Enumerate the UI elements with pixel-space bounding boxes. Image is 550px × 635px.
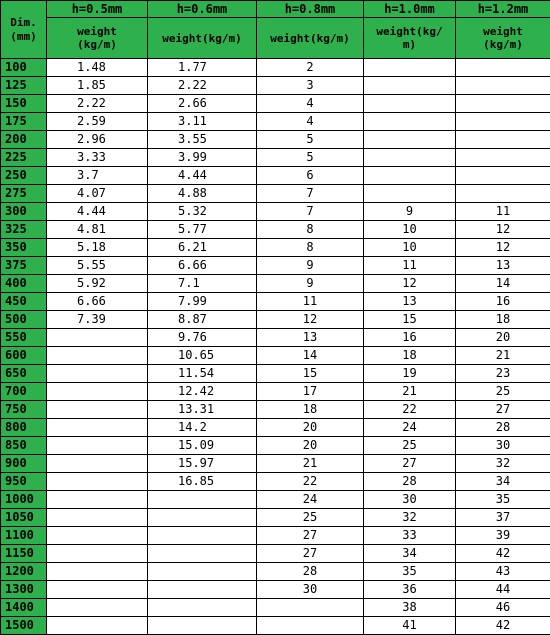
dim-cell: 100	[1, 59, 47, 77]
thickness-header-1: h=0.6mm	[148, 1, 257, 18]
dim-cell: 325	[1, 221, 47, 239]
weight-cell: 12	[257, 311, 364, 329]
dim-cell: 300	[1, 203, 47, 221]
weight-cell	[47, 545, 148, 563]
weight-cell	[364, 131, 456, 149]
weight-cell: 4.07	[47, 185, 148, 203]
weight-cell: 9.76	[148, 329, 257, 347]
dim-cell: 250	[1, 167, 47, 185]
table-row	[1, 473, 550, 491]
weight-cell: 32	[364, 509, 456, 527]
dim-cell: 450	[1, 293, 47, 311]
weight-cell: 19	[364, 365, 456, 383]
weight-cell: 37	[456, 509, 550, 527]
dim-cell: 175	[1, 113, 47, 131]
weight-cell	[456, 185, 550, 203]
table-row	[1, 347, 550, 365]
weight-cell: 25	[456, 383, 550, 401]
weight-cell	[456, 77, 550, 95]
weight-cell	[148, 545, 257, 563]
table-row	[1, 599, 550, 617]
dim-cell: 650	[1, 365, 47, 383]
weight-cell: 28	[257, 563, 364, 581]
weight-cell	[257, 617, 364, 635]
table-row	[1, 455, 550, 473]
weight-cell: 35	[456, 491, 550, 509]
weight-cell: 21	[364, 383, 456, 401]
weight-cell	[47, 527, 148, 545]
dim-cell: 600	[1, 347, 47, 365]
table-row	[1, 77, 550, 95]
weight-cell: 2.66	[148, 95, 257, 113]
dim-cell: 1300	[1, 581, 47, 599]
weight-cell: 1.77	[148, 59, 257, 77]
dim-cell: 1150	[1, 545, 47, 563]
weight-cell	[148, 599, 257, 617]
table-row	[1, 167, 550, 185]
dim-cell: 1400	[1, 599, 47, 617]
weight-cell: 5.18	[47, 239, 148, 257]
weight-cell: 7.99	[148, 293, 257, 311]
weight-cell: 6	[257, 167, 364, 185]
weight-cell: 27	[257, 527, 364, 545]
weight-cell	[47, 383, 148, 401]
weight-cell: 3.99	[148, 149, 257, 167]
weight-cell: 18	[456, 311, 550, 329]
weight-cell	[148, 617, 257, 635]
weight-cell	[364, 149, 456, 167]
thickness-header-row	[1, 1, 550, 18]
weight-cell: 24	[364, 419, 456, 437]
dim-cell: 400	[1, 275, 47, 293]
dim-cell: 1000	[1, 491, 47, 509]
weight-cell: 4	[257, 95, 364, 113]
weight-cell: 4	[257, 113, 364, 131]
weight-cell: 43	[456, 563, 550, 581]
dim-cell: 900	[1, 455, 47, 473]
weight-cell: 12	[456, 239, 550, 257]
weight-cell: 2.96	[47, 131, 148, 149]
weight-cell: 42	[456, 545, 550, 563]
weight-cell: 2.59	[47, 113, 148, 131]
weight-cell: 8	[257, 221, 364, 239]
weight-cell	[47, 473, 148, 491]
weight-cell: 16.85	[148, 473, 257, 491]
weight-cell	[364, 185, 456, 203]
dim-cell: 750	[1, 401, 47, 419]
weight-cell: 24	[257, 491, 364, 509]
weight-cell: 16	[456, 293, 550, 311]
weight-cell: 9	[257, 257, 364, 275]
weight-header-0: weight (kg/m)	[47, 18, 148, 59]
weight-cell: 3.33	[47, 149, 148, 167]
weight-cell: 11	[364, 257, 456, 275]
table-row	[1, 563, 550, 581]
table-row	[1, 527, 550, 545]
weight-cell: 10.65	[148, 347, 257, 365]
weight-cell: 42	[456, 617, 550, 635]
weight-cell: 23	[456, 365, 550, 383]
weight-cell: 4.81	[47, 221, 148, 239]
dim-cell: 1500	[1, 617, 47, 635]
weight-cell: 27	[257, 545, 364, 563]
weight-cell: 7.1	[148, 275, 257, 293]
weight-cell: 25	[257, 509, 364, 527]
weight-cell: 1.48	[47, 59, 148, 77]
weight-cell: 11	[257, 293, 364, 311]
weight-cell: 18	[364, 347, 456, 365]
dim-cell: 1100	[1, 527, 47, 545]
table-row	[1, 293, 550, 311]
weight-cell: 32	[456, 455, 550, 473]
dim-cell: 550	[1, 329, 47, 347]
weight-cell	[47, 563, 148, 581]
dim-cell: 850	[1, 437, 47, 455]
weight-cell	[148, 491, 257, 509]
table-row	[1, 257, 550, 275]
weight-cell: 28	[456, 419, 550, 437]
weight-cell	[47, 401, 148, 419]
weight-cell: 15.97	[148, 455, 257, 473]
weight-cell: 1.85	[47, 77, 148, 95]
weight-cell: 15	[257, 365, 364, 383]
weight-cell	[47, 329, 148, 347]
weight-cell: 14.2	[148, 419, 257, 437]
weight-cell	[148, 563, 257, 581]
weight-cell	[47, 581, 148, 599]
table-row	[1, 491, 550, 509]
weight-cell: 4.44	[148, 167, 257, 185]
weight-cell: 27	[456, 401, 550, 419]
weight-cell: 13	[456, 257, 550, 275]
weight-cell: 3.11	[148, 113, 257, 131]
weight-cell: 6.66	[47, 293, 148, 311]
weight-cell: 18	[257, 401, 364, 419]
table-row	[1, 365, 550, 383]
dim-header: Dim. (mm)	[1, 1, 47, 59]
dim-cell: 225	[1, 149, 47, 167]
table-row	[1, 221, 550, 239]
weight-header-4: weight (kg/m)	[456, 18, 550, 59]
table-row	[1, 401, 550, 419]
thickness-header-2: h=0.8mm	[257, 1, 364, 18]
weight-cell: 14	[456, 275, 550, 293]
weight-cell: 4.44	[47, 203, 148, 221]
dim-cell: 375	[1, 257, 47, 275]
table-row	[1, 203, 550, 221]
table-row	[1, 185, 550, 203]
weight-header-1: weight(kg/m)	[148, 18, 257, 59]
weight-cell: 10	[364, 221, 456, 239]
weight-cell: 39	[456, 527, 550, 545]
weight-cell: 7	[257, 203, 364, 221]
table-row	[1, 581, 550, 599]
weight-cell	[456, 95, 550, 113]
weight-cell: 15	[364, 311, 456, 329]
weight-cell: 12	[456, 221, 550, 239]
weight-cell: 5.32	[148, 203, 257, 221]
weight-cell	[456, 113, 550, 131]
weight-cell: 5.77	[148, 221, 257, 239]
weight-cell	[364, 59, 456, 77]
dim-cell: 500	[1, 311, 47, 329]
dim-cell: 1200	[1, 563, 47, 581]
weight-cell: 3	[257, 77, 364, 95]
weight-cell: 5	[257, 149, 364, 167]
table-row	[1, 509, 550, 527]
dim-cell: 350	[1, 239, 47, 257]
weight-cell: 41	[364, 617, 456, 635]
weight-cell: 13	[364, 293, 456, 311]
weight-cell: 5	[257, 131, 364, 149]
weight-cell: 28	[364, 473, 456, 491]
weight-cell: 13.31	[148, 401, 257, 419]
table-row	[1, 419, 550, 437]
thickness-header-3: h=1.0mm	[364, 1, 456, 18]
table-row	[1, 275, 550, 293]
weight-cell: 33	[364, 527, 456, 545]
weight-cell: 20	[257, 419, 364, 437]
dim-cell: 800	[1, 419, 47, 437]
weight-cell	[47, 419, 148, 437]
weight-cell: 22	[257, 473, 364, 491]
weight-cell	[456, 131, 550, 149]
weight-cell: 8	[257, 239, 364, 257]
weight-cell: 6.66	[148, 257, 257, 275]
table-row	[1, 113, 550, 131]
weight-cell	[47, 455, 148, 473]
weight-cell: 6.21	[148, 239, 257, 257]
weight-cell: 9	[364, 203, 456, 221]
weight-cell	[456, 59, 550, 77]
dim-cell: 275	[1, 185, 47, 203]
weight-cell: 2.22	[47, 95, 148, 113]
weight-cell: 30	[364, 491, 456, 509]
weight-cell: 30	[456, 437, 550, 455]
dim-cell: 950	[1, 473, 47, 491]
weight-cell: 5.55	[47, 257, 148, 275]
weight-cell: 25	[364, 437, 456, 455]
weight-cell: 16	[364, 329, 456, 347]
table-row	[1, 149, 550, 167]
weight-cell: 38	[364, 599, 456, 617]
weight-cell: 46	[456, 599, 550, 617]
table-body	[1, 59, 550, 635]
weight-cell	[148, 581, 257, 599]
weight-cell: 10	[364, 239, 456, 257]
weight-cell: 20	[257, 437, 364, 455]
dim-cell: 125	[1, 77, 47, 95]
dim-cell: 200	[1, 131, 47, 149]
table-row	[1, 545, 550, 563]
weight-cell	[47, 491, 148, 509]
table-row	[1, 239, 550, 257]
weight-cell: 15.09	[148, 437, 257, 455]
weight-cell: 13	[257, 329, 364, 347]
weight-cell: 27	[364, 455, 456, 473]
weight-cell: 12.42	[148, 383, 257, 401]
weight-cell: 17	[257, 383, 364, 401]
table-row	[1, 131, 550, 149]
weight-cell	[364, 113, 456, 131]
weight-header-2: weight(kg/m)	[257, 18, 364, 59]
weight-cell: 35	[364, 563, 456, 581]
thickness-header-0: h=0.5mm	[47, 1, 148, 18]
weight-cell	[47, 509, 148, 527]
table-row	[1, 59, 550, 77]
weight-cell: 7.39	[47, 311, 148, 329]
weight-cell	[364, 95, 456, 113]
dim-cell: 1050	[1, 509, 47, 527]
weight-cell: 30	[257, 581, 364, 599]
weight-cell: 21	[257, 455, 364, 473]
weight-cell: 5.92	[47, 275, 148, 293]
weight-cell	[364, 167, 456, 185]
weight-cell: 2.22	[148, 77, 257, 95]
weight-cell	[456, 149, 550, 167]
weight-cell	[364, 77, 456, 95]
table-row	[1, 311, 550, 329]
weight-cell	[47, 347, 148, 365]
weight-header-row	[1, 18, 550, 59]
table-row	[1, 437, 550, 455]
weight-cell: 20	[456, 329, 550, 347]
weight-cell	[148, 509, 257, 527]
weight-cell	[47, 599, 148, 617]
weight-cell: 21	[456, 347, 550, 365]
weight-cell: 12	[364, 275, 456, 293]
dim-cell: 700	[1, 383, 47, 401]
weight-cell: 34	[456, 473, 550, 491]
table-row	[1, 383, 550, 401]
thickness-header-4: h=1.2mm	[456, 1, 550, 18]
weight-cell	[47, 437, 148, 455]
weight-cell	[47, 617, 148, 635]
table-row	[1, 329, 550, 347]
weight-cell	[257, 599, 364, 617]
dim-cell: 150	[1, 95, 47, 113]
weight-cell: 9	[257, 275, 364, 293]
weight-cell: 14	[257, 347, 364, 365]
weight-cell	[47, 365, 148, 383]
table-row	[1, 95, 550, 113]
weight-cell: 3.7	[47, 167, 148, 185]
weight-cell	[456, 167, 550, 185]
weight-cell: 2	[257, 59, 364, 77]
weight-cell: 34	[364, 545, 456, 563]
weight-cell: 8.87	[148, 311, 257, 329]
weight-cell: 4.88	[148, 185, 257, 203]
table-row	[1, 617, 550, 635]
weight-cell: 22	[364, 401, 456, 419]
weight-cell	[148, 527, 257, 545]
weight-cell: 7	[257, 185, 364, 203]
weight-cell: 11.54	[148, 365, 257, 383]
weight-cell: 11	[456, 203, 550, 221]
weight-header-3: weight(kg/ m)	[364, 18, 456, 59]
weight-cell: 44	[456, 581, 550, 599]
weight-cell: 36	[364, 581, 456, 599]
weight-cell: 3.55	[148, 131, 257, 149]
